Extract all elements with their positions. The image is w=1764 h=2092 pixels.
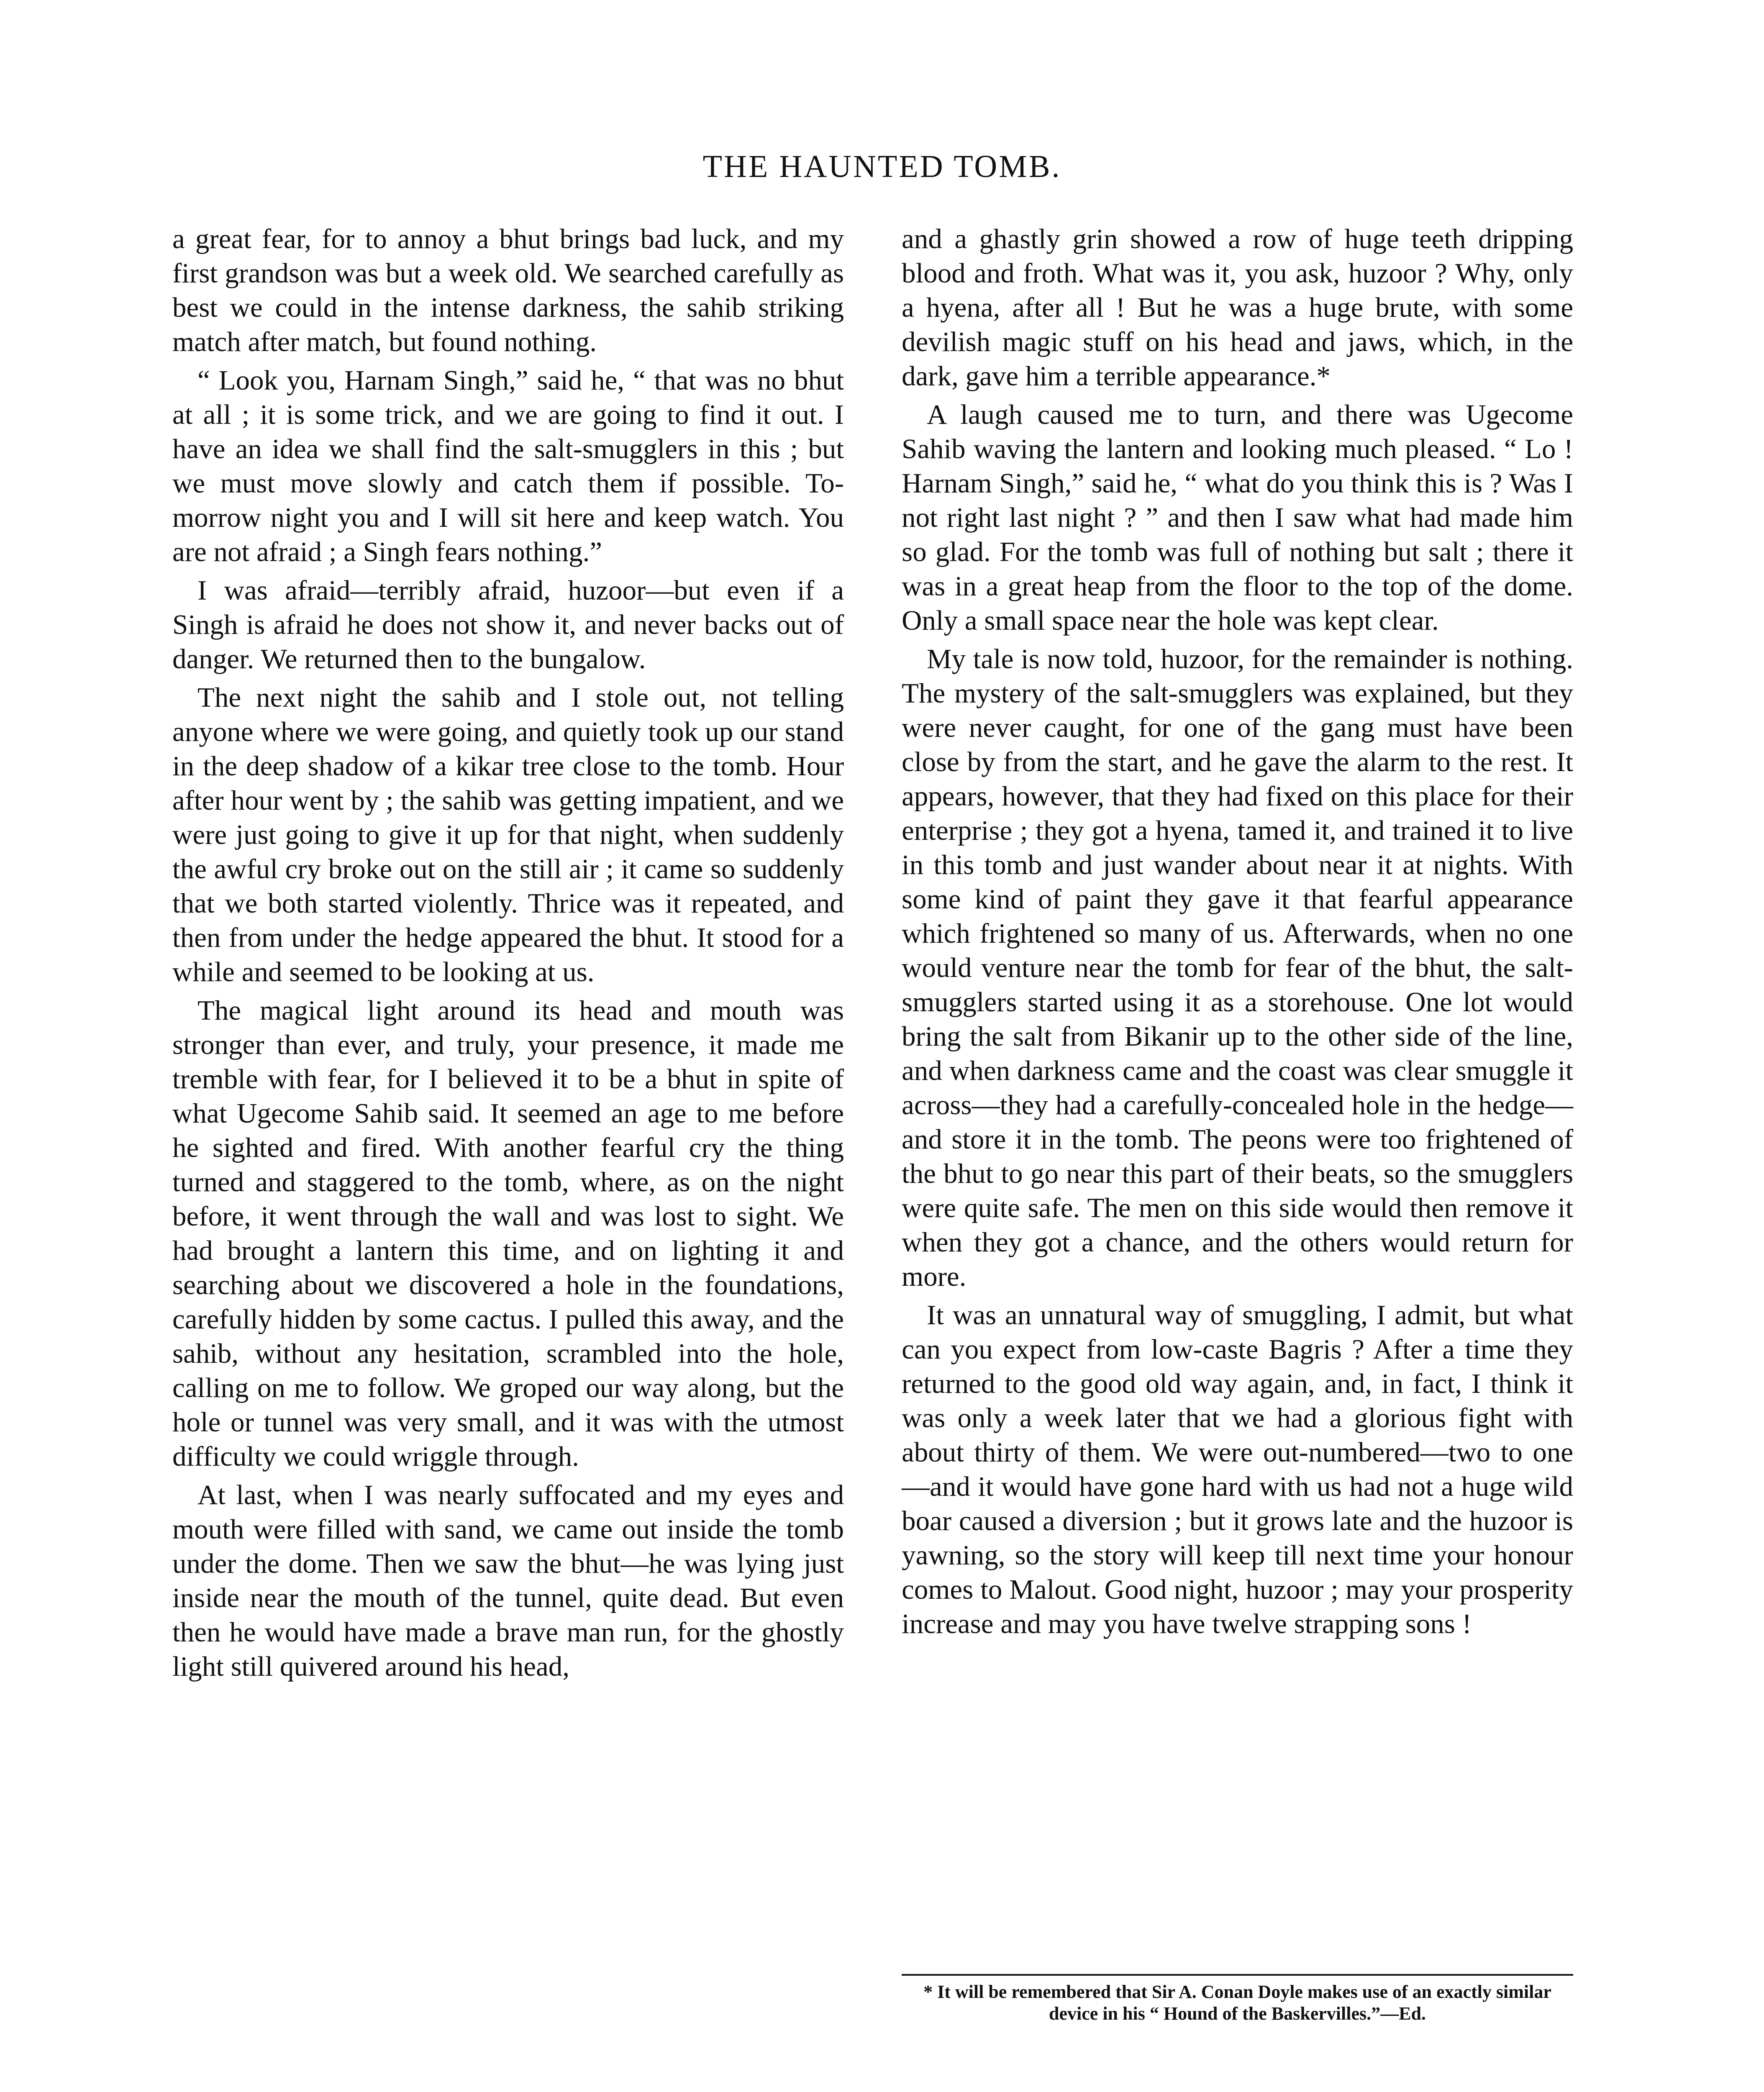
paragraph: a great fear, for to annoy a bhut brings bad luck, and my first grandson was but a week old. We searched carefully as best we could in the intense darkness, the sahib striking match after match, but found nothing.	[172, 223, 844, 357]
left-column	[172, 222, 844, 1688]
footnote-divider	[902, 1974, 1573, 1976]
right-column	[902, 222, 1573, 1645]
paragraph: “ Look you, Harnam Singh,” said he, “ that was no bhut at all ; it is some trick, and we are going to find it out. I have an idea we shall find the salt-smugglers in this ; but we must move slowly and catch them if possible. To-morrow night you and I will sit here and keep watch. You are not afraid ; a Singh fears nothing.”	[172, 365, 844, 567]
page-header-title: THE HAUNTED TOMB.	[703, 149, 1061, 184]
paragraph: My tale is now told, huzoor, for the remainder is nothing. The mystery of the salt-smugglers was explained, but they were never caught, for one of the gang must have been close by from the start, and he gave the alarm to the rest. It appears, however, that they had fixed on this place for their enterprise ; they got a hyena, tamed it, and trained it to live in this tomb and just wander about near it at nights. With some kind of paint they gave it that fearful appearance which frightened so many of us. Afterwards, when no one would venture near the tomb for fear of the bhut, the salt-smugglers started using it as a storehouse. One lot would bring the salt from Bikanir up to the other side of the line, and when darkness came and the coast was clear smuggle it across—they had a carefully-concealed hole in the hedge—and store it in the tomb. The peons were too frightened of the bhut to go near this part of their beats, so the smugglers were quite safe. The men on this side would then remove it when they got a chance, and the others would return for more.	[902, 643, 1573, 1292]
paragraph: The magical light around its head and mouth was stronger than ever, and truly, your presence, it made me tremble with fear, for I believed it to be a bhut in spite of what Ugecome Sahib said. It seemed an age to me before he sighted and fired. With another fearful cry the thing turned and staggered to the tomb, where, as on the night before, it went through the wall and was lost to sight. We had brought a lantern this time, and on lighting it and searching about we discovered a hole in the foundations, carefully hidden by some cactus. I pulled this away, and the sahib, without any hesitation, scrambled into the hole, calling on me to follow. We groped our way along, but the hole or tunnel was very small, and it was with the utmost difficulty we could wriggle through.	[172, 995, 844, 1472]
paragraph: It was an unnatural way of smuggling, I admit, but what can you expect from low-caste Bagris ? After a time they returned to the good old way again, and, in fact, I think it was only a week later that we had a glorious fight with about thirty of them. We were out-numbered—two to one—and it would have gone hard with us had not a huge wild boar caused a diversion ; but it grows late and the huzoor is yawning, so the story will keep till next time your honour comes to Malout. Good night, huzoor ; may your prosperity increase and may you have twelve strapping sons !	[902, 1300, 1573, 1639]
paragraph: At last, when I was nearly suffocated and my eyes and mouth were filled with sand, we came out inside the tomb under the dome. Then we saw the bhut—he was lying just inside near the mouth of the tunnel, quite dead. But even then he would have made a brave man run, for the ghostly light still quivered around his head,	[172, 1479, 844, 1682]
paragraph: A laugh caused me to turn, and there was Ugecome Sahib waving the lantern and looking much pleased. “ Lo ! Harnam Singh,” said he, “ what do you think this is ? Was I not right last night ? ” and then I saw what had made him so glad. For the tomb was full of nothing but salt ; there it was in a great heap from the floor to the top of the dome. Only a small space near the hole was kept clear.	[902, 399, 1573, 636]
paragraph: I was afraid—terribly afraid, huzoor—but even if a Singh is afraid he does not show it, and never backs out of danger. We returned then to the bungalow.	[172, 575, 844, 674]
paragraph: and a ghastly grin showed a row of huge teeth dripping blood and froth. What was it, you ask, huzoor ? Why, only a hyena, after all ! But he was a huge brute, with some devilish magic stuff on his head and jaws, which, in the dark, gave him a terrible appearance.*	[902, 223, 1573, 392]
paragraph: The next night the sahib and I stole out, not telling anyone where we were going, and quietly took up our stand in the deep shadow of a kikar tree close to the tomb. Hour after hour went by ; the sahib was getting impatient, and we were just going to give it up for that night, when suddenly the awful cry broke out on the still air ; it came so suddenly that we both started violently. Thrice was it repeated, and then from under the hedge appeared the bhut. It stood for a while and seemed to be looking at us.	[172, 682, 844, 987]
footnote: * It will be remembered that Sir A. Conan Doyle makes use of an exactly similar device in his “ Hound of the Baskervilles.”—Ed.	[923, 1982, 1551, 2024]
